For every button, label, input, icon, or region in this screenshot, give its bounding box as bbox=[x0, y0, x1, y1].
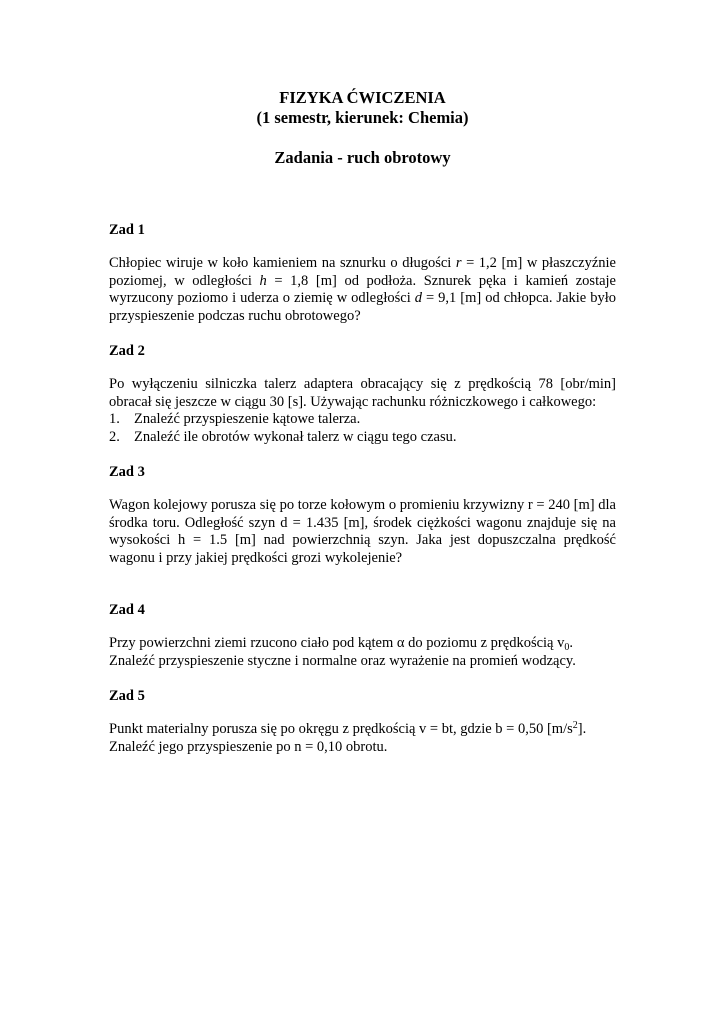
task-4-text: Przy powierzchni ziemi rzucono ciało pod kątem α do poziomu z prędkością $v_0$. Znaleźć przyspieszenie styczne i normalne oraz wyrażenie na promień wodzący. bbox=[109, 635, 576, 669]
task-2-list bbox=[109, 411, 616, 446]
document-title: FIZYKA ĆWICZENIA bbox=[279, 88, 446, 107]
task-1-heading: Zad 1 bbox=[109, 222, 145, 238]
task-2-text: Po wyłączeniu silniczka talerz adaptera obracający się z prędkością 78 [obr/min] obracał się jeszcze w ciągu 30 [s]. Używając rachunku różniczkowego i całkowego: bbox=[109, 376, 616, 410]
document-semester: (1 semestr, kierunek: Chemia) bbox=[256, 108, 469, 127]
task-5-heading: Zad 5 bbox=[109, 688, 145, 704]
alpha-symbol: α bbox=[396, 635, 405, 651]
task-2-heading: Zad 2 bbox=[109, 343, 145, 359]
list-item: 1. Znaleźć przyspieszenie kątowe talerza. bbox=[109, 411, 361, 427]
task-4-heading: Zad 4 bbox=[109, 602, 145, 618]
task-3-text: Wagon kolejowy porusza się po torze kołowym o promieniu krzywizny r = 240 [m] dla środka toru. Odległość szyn d = 1.435 [m], środek ciężkości wagonu znajduje się na wysokości h = 1.5 [m] nad powierzchnią szyn. Jaka jest dopuszczalna prędkość wagonu i przy jakiej prędkości grozi wykolejenie? bbox=[109, 497, 616, 566]
title-block bbox=[109, 88, 616, 168]
list-item: 2. Znaleźć ile obrotów wykonał talerz w ciągu tego czasu. bbox=[109, 428, 457, 445]
task-3-heading: Zad 3 bbox=[109, 464, 145, 480]
task-5-text: Punkt materialny porusza się po okręgu z prędkością v = bt, gdzie b = 0,50 $[m/s^2]$. Znaleźć jego przyspieszenie po n = 0,10 obrotu. bbox=[109, 720, 587, 755]
document-page bbox=[109, 88, 616, 756]
task-1-text: Chłopiec wiruje w koło kamieniem na sznurku o długości r = 1,2 [m] w płaszczyźnie poziomej, w odległości h = 1,8 [m] od podłoża. Sznurek pęka i kamień zostaje wyrzucony poziomo i uderza o ziemię w odległości d = 9,1 [m] od chłopca. Jakie było przyspieszenie podczas ruchu obrotowego? bbox=[109, 255, 616, 324]
document-subtitle: Zadania - ruch obrotowy bbox=[274, 148, 451, 167]
